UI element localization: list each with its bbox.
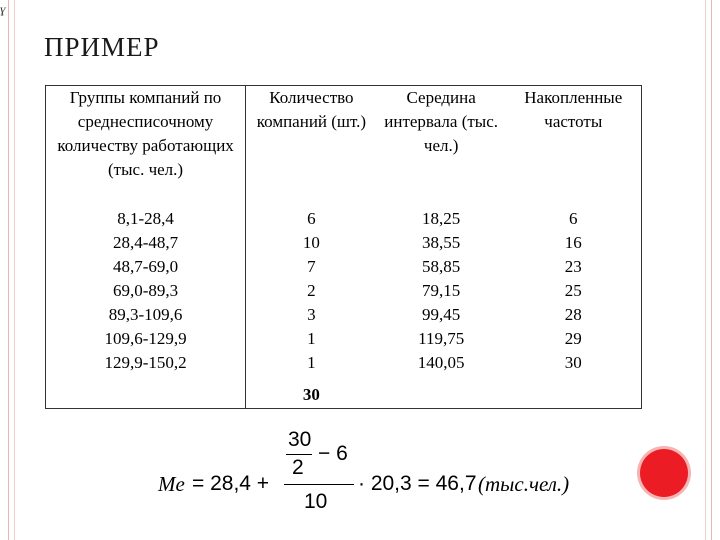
cell: 119,75 <box>418 329 465 348</box>
cell: 38,55 <box>422 233 461 252</box>
corner-mark: ɣ <box>0 2 6 16</box>
header-groups: Группы компаний по среднесписочному количеству работающих (тыс. чел.) <box>46 86 246 208</box>
slide-title: ПРИМЕР <box>44 32 160 62</box>
cell: 28,4-48,7 <box>112 233 179 252</box>
total-empty <box>46 383 246 409</box>
cell: 140,05 <box>417 353 465 372</box>
formula-unit: (тыс.чел.) <box>478 472 570 496</box>
cell: 1 <box>307 329 316 348</box>
formula-minus: − 6 <box>318 442 348 465</box>
total-count: 30 <box>302 384 320 404</box>
cell: 99,45 <box>422 305 461 324</box>
cell: 89,3-109,6 <box>108 305 183 324</box>
cell: 48,7-69,0 <box>112 257 179 276</box>
data-table <box>45 85 642 409</box>
col-midpoint <box>377 207 506 383</box>
cell: 7 <box>307 257 316 276</box>
col-count <box>246 207 377 383</box>
total-empty <box>377 383 506 409</box>
formula-lhs: Me <box>158 472 185 496</box>
total-empty <box>506 383 642 409</box>
cell: 58,85 <box>422 257 461 276</box>
col-groups <box>46 207 246 383</box>
cell: 18,25 <box>422 209 461 228</box>
table-header-row <box>46 86 642 208</box>
formula-inner-den: 2 <box>292 456 304 479</box>
cell: 69,0-89,3 <box>112 281 179 300</box>
cell: 79,15 <box>422 281 461 300</box>
header-cumulative: Накопленные частоты <box>524 88 623 131</box>
cell: 25 <box>564 281 582 300</box>
cell: 109,6-129,9 <box>104 329 187 348</box>
cell: 129,9-150,2 <box>104 353 187 372</box>
formula-eq1: = 28,4 + <box>192 472 270 495</box>
table-total-row <box>46 383 642 409</box>
header-midpoint: Середина интервала (тыс. чел.) <box>384 88 499 155</box>
cell: 10 <box>302 233 320 252</box>
inner-fraction-line <box>286 454 312 455</box>
cell: 30 <box>564 353 582 372</box>
cell: 2 <box>307 281 316 300</box>
formula-product: · 20,3 = 46,7 <box>358 472 477 495</box>
header-count: Количество компаний (шт.) <box>256 88 367 131</box>
median-formula <box>158 428 598 536</box>
cell: 16 <box>564 233 582 252</box>
cell: 23 <box>564 257 582 276</box>
cell: 28 <box>564 305 582 324</box>
cell: 6 <box>569 209 578 228</box>
col-cumulative <box>506 207 642 383</box>
formula-den: 10 <box>304 490 328 513</box>
main-fraction-line <box>284 484 354 485</box>
cell: 8,1-28,4 <box>117 209 174 228</box>
cell: 29 <box>564 329 582 348</box>
red-circle-decoration <box>640 449 688 497</box>
cell: 3 <box>307 305 316 324</box>
cell: 6 <box>307 209 316 228</box>
cell: 1 <box>307 353 316 372</box>
table-body <box>46 207 642 383</box>
formula-inner-num: 30 <box>288 428 312 451</box>
